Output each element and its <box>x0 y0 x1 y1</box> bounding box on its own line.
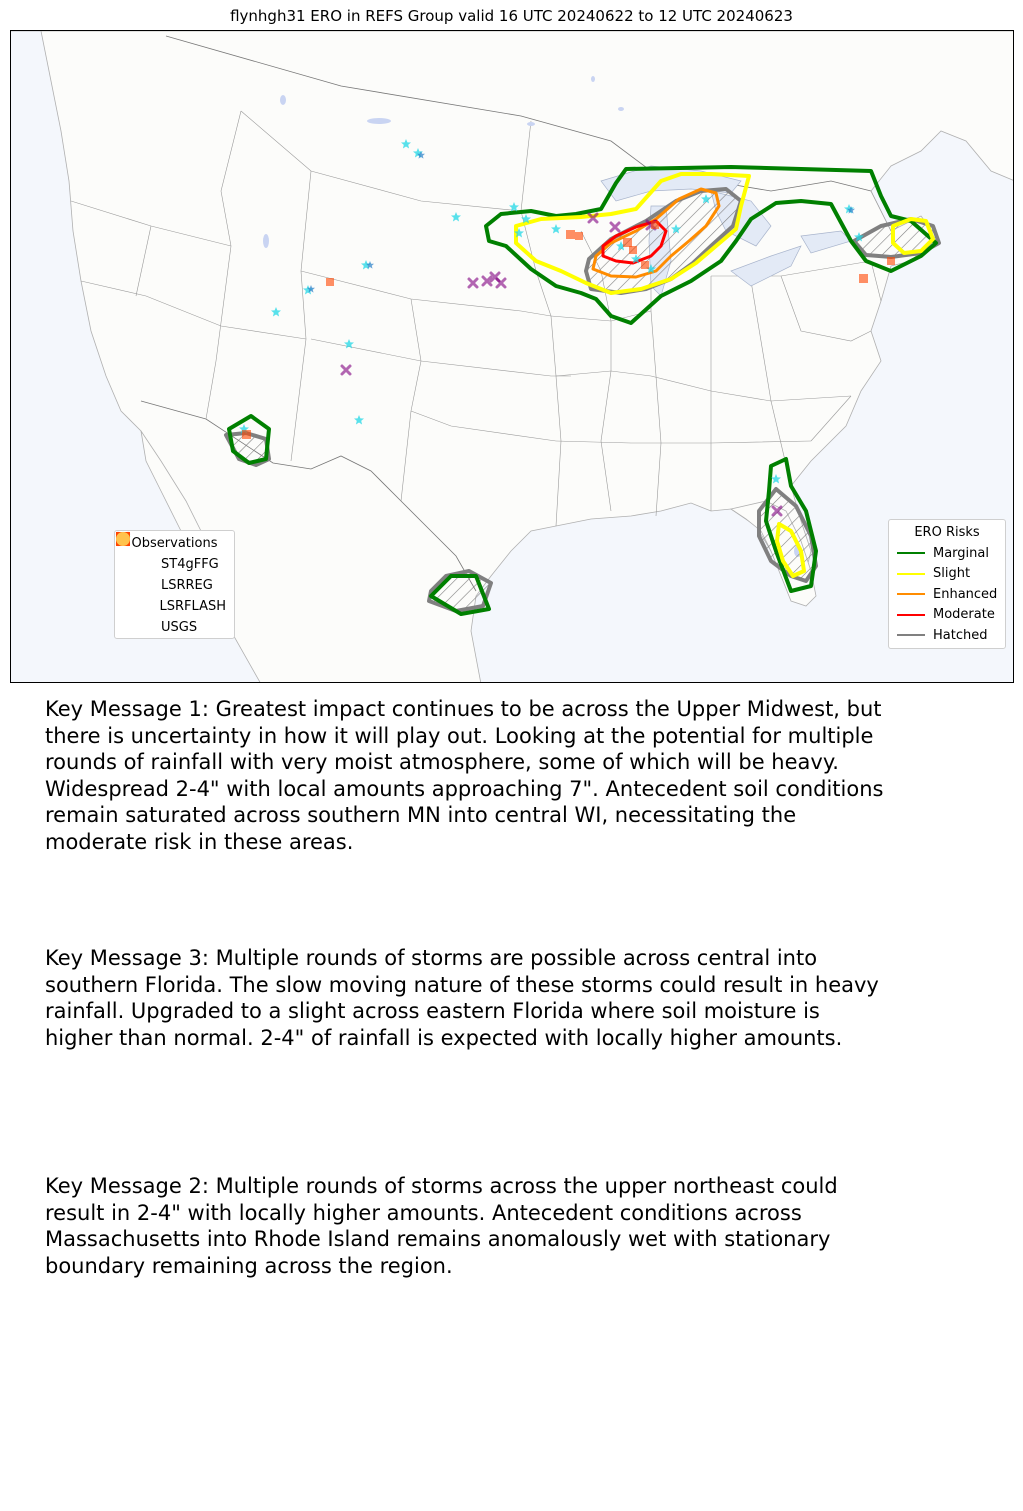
legend-item-st4gffg <box>123 554 226 575</box>
legend-label: Enhanced <box>933 586 998 602</box>
square-icon <box>641 261 649 269</box>
legend-label: Marginal <box>933 545 989 561</box>
legend-label: USGS <box>161 620 198 635</box>
legend-item-hatched <box>897 625 997 646</box>
enhanced-line-swatch <box>897 593 925 595</box>
square-icon <box>575 232 583 240</box>
legend-item-lsrreg <box>123 575 226 596</box>
map-title: flynhgh31 ERO in REFS Group valid 16 UTC 20240622 to 12 UTC 20240623 <box>230 7 793 25</box>
square-icon <box>326 278 334 286</box>
circle-icon <box>115 531 131 547</box>
legend-item-moderate <box>897 605 997 626</box>
square-icon <box>623 238 632 247</box>
square-icon <box>651 221 659 229</box>
legend-label: LSRREG <box>161 578 213 593</box>
observations-legend-title: Observations <box>131 536 218 551</box>
square-icon <box>629 246 637 254</box>
legend-item-enhanced <box>897 584 997 605</box>
key-message-3: Key Message 3: Multiple rounds of storms are possible across central into southern Florida. The slow moving nature of these storms could result in heavy rainfall. Upgraded to a slight across eastern Florida where soil moisture is higher than normal. 2-4" of rainfall is expected with locally higher amounts. <box>45 946 879 1050</box>
hatched-line-swatch <box>897 634 925 636</box>
square-icon <box>887 257 895 265</box>
key-message-2: Key Message 2: Multiple rounds of storms across the upper northeast could result in 2-4" with locally higher amounts. Antecedent conditions across Massachusetts into Rhode Island remains anomalously wet with stationary boundary remaining across the region. <box>45 1174 838 1278</box>
moderate-line-swatch <box>897 614 925 616</box>
square-icon <box>242 430 251 439</box>
slight-line-swatch <box>897 573 925 575</box>
marginal-line-swatch <box>897 552 925 554</box>
legend-item-lsrflash <box>123 596 226 617</box>
key-message-1: Key Message 1: Greatest impact continues to be across the Upper Midwest, but there is uncertainty in how it will play out. Looking at the potential for multiple rounds of rainfall with very moist atmosphere, some of which will be heavy. Widespread 2-4" with local amounts approaching 7". Antecedent soil conditions remain saturated across southern MN into central WI, necessitating the moderate risk in these areas. <box>45 697 884 854</box>
square-icon <box>859 274 868 283</box>
legend-item-usgs <box>123 617 226 638</box>
legend-item-marginal <box>897 543 997 564</box>
square-icon <box>566 230 575 239</box>
observations-legend <box>114 530 235 639</box>
legend-item-slight <box>897 564 997 585</box>
legend-label: Moderate <box>933 607 995 623</box>
legend-label: LSRFLASH <box>159 599 226 614</box>
ero-map <box>10 30 1014 683</box>
ero-risks-legend <box>888 519 1006 649</box>
legend-label: Hatched <box>933 627 988 643</box>
legend-label: Slight <box>933 566 971 582</box>
ero-legend-title: ERO Risks <box>914 525 980 540</box>
legend-label: ST4gFFG <box>161 557 219 572</box>
